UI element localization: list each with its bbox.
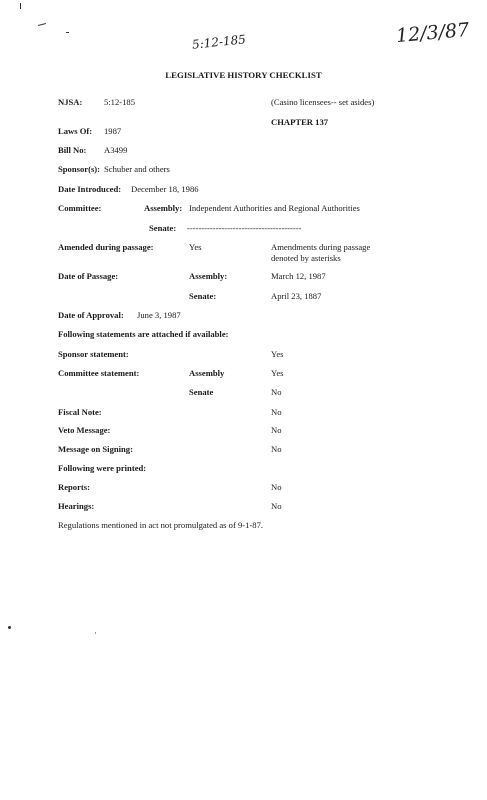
attached-heading: Following statements are attached if available: [58, 329, 229, 339]
laws-of-label: Laws Of: [58, 126, 93, 136]
scan-mark [66, 32, 69, 33]
veto-message-value: No [271, 425, 282, 435]
committee-senate-label: Senate: [149, 223, 177, 233]
footer-note: Regulations mentioned in act not promulgated as of 9-1-87. [58, 520, 264, 530]
amended-label: Amended during passage: [58, 242, 154, 252]
approval-label: Date of Approval: [58, 310, 124, 320]
amended-value: Yes [189, 242, 202, 252]
sponsor-statement-value: Yes [271, 349, 284, 359]
bill-no-label: Bill No: [58, 145, 87, 155]
njsa-label: NJSA: [58, 97, 83, 107]
committee-label: Committee: [58, 203, 102, 213]
committee-statement-assembly-label: Assembly [189, 368, 225, 378]
hearings-label: Hearings: [58, 501, 95, 511]
passage-senate-label: Senate: [189, 291, 217, 301]
scan-mark [8, 626, 11, 629]
handwritten-date: 12/3/87 [395, 18, 471, 48]
reports-value: No [271, 482, 282, 492]
sponsors-label: Sponsor(s): [58, 164, 101, 174]
hearings-value: No [271, 501, 282, 511]
committee-statement-assembly-value: Yes [271, 368, 284, 378]
scan-mark [20, 3, 21, 9]
veto-message-label: Veto Message: [58, 425, 111, 435]
committee-statement-senate-label: Senate [189, 387, 214, 397]
committee-assembly-value: Independent Authorities and Regional Authorities [189, 203, 360, 213]
njsa-value: 5:12-185 [104, 97, 136, 107]
njsa-description: (Casino licensees-- set asides) [271, 97, 375, 107]
scan-mark [38, 23, 46, 26]
passage-assembly-value: March 12, 1987 [271, 271, 326, 281]
fiscal-note-label: Fiscal Note: [58, 407, 102, 417]
message-signing-value: No [271, 444, 282, 454]
chapter: CHAPTER 137 [271, 117, 329, 127]
scan-mark [95, 632, 96, 634]
sponsors-value: Schuber and others [104, 164, 170, 174]
committee-statement-senate-value: No [271, 387, 282, 397]
sponsor-statement-label: Sponsor statement: [58, 349, 129, 359]
date-introduced-value: December 18, 1986 [131, 184, 199, 194]
amended-note-line1: Amendments during passage [271, 242, 371, 252]
laws-of-value: 1987 [104, 126, 122, 136]
handwritten-number: 5:12-185 [191, 32, 247, 52]
amended-note-line2: denoted by asterisks [271, 253, 341, 263]
committee-assembly-label: Assembly: [144, 203, 183, 213]
passage-label: Date of Passage: [58, 271, 119, 281]
passage-senate-value: April 23, 1887 [271, 291, 322, 301]
passage-assembly-label: Assembly: [189, 271, 228, 281]
committee-statement-label: Committee statement: [58, 368, 140, 378]
fiscal-note-value: No [271, 407, 282, 417]
bill-no-value: A3499 [104, 145, 128, 155]
printed-heading: Following were printed: [58, 463, 147, 473]
page-title: LEGISLATIVE HISTORY CHECKLIST [165, 70, 322, 80]
approval-value: June 3, 1987 [137, 310, 181, 320]
committee-senate-value: ---------------------------------------- [187, 223, 302, 233]
message-signing-label: Message on Signing: [58, 444, 133, 454]
reports-label: Reports: [58, 482, 90, 492]
date-introduced-label: Date Introduced: [58, 184, 122, 194]
